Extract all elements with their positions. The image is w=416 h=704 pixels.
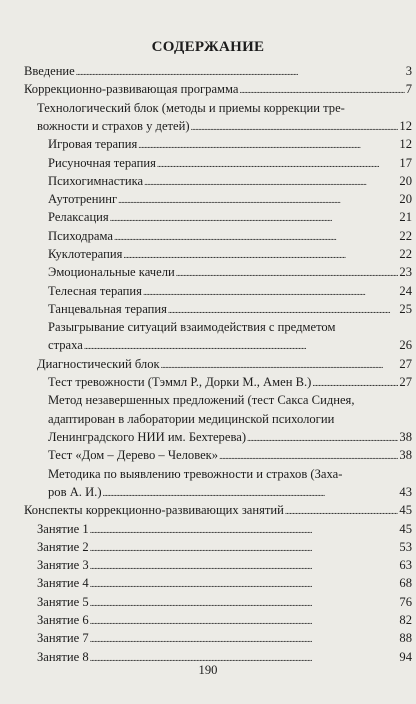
toc-entry-page: 68 <box>399 576 412 591</box>
toc-entry-page: 7 <box>405 82 412 97</box>
dot-leader <box>240 80 405 99</box>
toc-entry <box>48 227 412 246</box>
toc-entry-row <box>48 373 412 392</box>
dot-leader <box>143 282 398 301</box>
toc-entry-label: Телесная терапия <box>48 283 142 298</box>
toc-entry <box>37 538 412 557</box>
toc-entry-page: 27 <box>399 375 412 390</box>
toc-entry <box>48 446 412 465</box>
toc-entry <box>37 593 412 612</box>
dot-leader <box>312 373 398 392</box>
toc-entry <box>37 520 412 539</box>
toc-entry-row <box>37 629 412 648</box>
toc-entry-page: 12 <box>399 137 412 152</box>
toc-entry-row <box>37 538 412 557</box>
toc-entry-label: Тест «Дом – Дерево – Человек» <box>48 448 219 463</box>
toc-entry <box>24 501 412 520</box>
toc-entry-row <box>24 62 412 81</box>
toc-entry <box>24 62 412 81</box>
toc-entry-page: 25 <box>399 301 412 316</box>
toc-entry-label: Психогимнастика <box>48 173 144 188</box>
toc-entry <box>37 611 412 630</box>
dot-leader <box>84 336 399 355</box>
toc-entry-label: Куклотерапия <box>48 247 123 261</box>
toc-entry <box>48 373 412 392</box>
toc-entry-page: 94 <box>399 649 412 664</box>
dot-leader <box>110 208 399 227</box>
toc-entry-page: 3 <box>405 64 412 78</box>
toc-entry-page: 24 <box>399 283 412 298</box>
toc-entry-text-line: адаптирован в лаборатории медицинской психологии <box>48 411 335 426</box>
toc-entry-label: Занятие 2 <box>37 539 89 554</box>
toc-entry <box>48 263 412 282</box>
dot-leader <box>90 629 399 648</box>
toc-entry-page: 43 <box>399 484 412 499</box>
toc-entry <box>37 574 412 593</box>
toc-entry-page: 12 <box>399 118 412 133</box>
toc-entry-page: 38 <box>399 448 412 463</box>
toc-entry-label: ров А. И.) <box>48 484 102 499</box>
dot-leader <box>90 520 399 539</box>
toc-entry-row <box>48 446 412 465</box>
toc-entry-row <box>48 336 412 355</box>
dot-leader <box>90 611 399 630</box>
toc-entry-label: Диагностический блок <box>37 356 160 371</box>
toc-entry-label: страха <box>48 338 83 353</box>
toc-entry-label: Занятие 6 <box>37 613 89 627</box>
toc-entry-row <box>48 172 412 191</box>
toc-entry-page: 17 <box>399 155 412 170</box>
dot-leader <box>114 227 398 246</box>
dot-leader <box>90 593 399 612</box>
page-title: СОДЕРЖАНИЕ <box>151 39 265 55</box>
toc-entry <box>48 208 412 227</box>
dot-leader <box>138 135 398 154</box>
toc-entry-row <box>48 263 412 282</box>
toc-entry-text-line: Методика по выявлению тревожности и страхов (Заха- <box>48 466 343 481</box>
toc-entry-label: Занятие 5 <box>37 594 89 609</box>
toc-entry-page: 82 <box>399 613 412 627</box>
toc-entry-row <box>48 190 412 209</box>
toc-entry <box>24 80 412 99</box>
toc-entry <box>48 465 412 503</box>
toc-entry-text-line: Технологический блок (методы и приемы коррекции тре- <box>37 100 345 115</box>
toc-entry <box>48 391 412 447</box>
toc-entry-label: Танцевальная терапия <box>48 301 167 316</box>
toc-entry-row <box>48 245 412 264</box>
toc-entry <box>48 300 412 319</box>
dot-leader <box>144 172 398 191</box>
toc-entry-text-line: Разыгрывание ситуаций взаимодействия с предметом <box>48 320 336 335</box>
toc-entry-page: 63 <box>399 558 412 573</box>
toc-entry-page: 22 <box>399 228 412 243</box>
toc-entry-page: 21 <box>399 210 412 225</box>
dot-leader <box>157 154 399 173</box>
dot-leader <box>247 428 398 447</box>
toc-entry-label: Занятие 3 <box>37 558 89 573</box>
toc-entry-page: 22 <box>399 247 412 261</box>
toc-entry-label: Психодрама <box>48 228 113 243</box>
toc-entry-row <box>37 117 412 136</box>
toc-entry <box>37 556 412 575</box>
toc-entry-label: Рисуночная терапия <box>48 155 156 170</box>
dot-leader <box>285 501 399 520</box>
toc-entry <box>48 282 412 301</box>
toc-entry-label: Эмоциональные качели <box>48 265 175 280</box>
toc-entry <box>37 629 412 648</box>
toc-entry-page: 20 <box>399 192 412 207</box>
toc-entry-page: 27 <box>399 356 412 371</box>
toc-entry-row <box>48 300 412 319</box>
dot-leader <box>76 62 405 81</box>
dot-leader <box>90 538 399 557</box>
dot-leader <box>176 263 399 282</box>
toc-entry-label: вожности и страхов у детей) <box>37 118 190 133</box>
toc-entry-row <box>48 227 412 246</box>
toc-entry-row <box>48 208 412 227</box>
toc-entry-page: 23 <box>399 265 412 280</box>
toc-entry-label: Релаксация <box>48 210 109 225</box>
toc-entry-text-line: Метод незавершенных предложений (тест Сакса Сиднея, <box>48 393 355 408</box>
dot-leader <box>191 117 399 136</box>
dot-leader <box>161 355 399 374</box>
toc-entry-label: Тест тревожности (Тэммл Р., Дорки М., Амен В.) <box>48 375 312 390</box>
dot-leader <box>219 446 398 465</box>
toc-entry <box>48 135 412 154</box>
toc-entry-label: Ленинградского НИИ им. Бехтерева) <box>48 429 247 444</box>
toc-entry-row <box>48 154 412 173</box>
toc-entry-row <box>48 483 412 502</box>
toc-entry-page: 45 <box>399 521 412 536</box>
toc-entry-row <box>48 135 412 154</box>
toc-entry <box>48 318 412 356</box>
toc-entry-row <box>37 574 412 593</box>
toc-entry-label: Введение <box>24 64 75 78</box>
toc-entry-row <box>37 520 412 539</box>
toc-entry <box>37 355 412 374</box>
toc-entry-label: Занятие 7 <box>37 631 89 646</box>
dot-leader <box>103 483 399 502</box>
toc-entry-row <box>48 282 412 301</box>
toc-entry-page: 38 <box>399 429 412 444</box>
toc-entry-row <box>37 593 412 612</box>
toc-entry-page: 20 <box>399 173 412 188</box>
toc-entry <box>48 154 412 173</box>
toc-entry-row <box>24 501 412 520</box>
page-number: 190 <box>198 663 218 677</box>
toc-entry-label: Конспекты коррекционно-развивающих занятий <box>24 503 284 518</box>
toc-entry-label: Занятие 1 <box>37 521 89 536</box>
toc-entry <box>37 99 412 137</box>
toc-entry-row <box>37 556 412 575</box>
toc-entry-label: Аутотренинг <box>48 192 118 207</box>
toc-entry-page: 53 <box>399 539 412 554</box>
toc-entry-page: 76 <box>399 594 412 609</box>
toc-entry-label: Занятие 4 <box>37 576 89 591</box>
toc-entry-row <box>37 355 412 374</box>
toc-entry <box>48 172 412 191</box>
toc-entry-page: 45 <box>399 503 412 518</box>
toc-entry-page: 26 <box>399 338 412 353</box>
dot-leader <box>118 190 398 209</box>
toc-entry <box>48 190 412 209</box>
toc-entry-label: Игровая терапия <box>48 137 138 152</box>
toc-entry <box>48 245 412 264</box>
dot-leader <box>90 556 399 575</box>
dot-leader <box>90 574 399 593</box>
toc-entry-page: 88 <box>399 631 412 646</box>
dot-leader <box>123 245 398 264</box>
dot-leader <box>168 300 399 319</box>
toc-entry-row <box>37 611 412 630</box>
toc-entry-row <box>24 80 412 99</box>
toc-entry-row <box>48 428 412 447</box>
toc-entry-label: Занятие 8 <box>37 649 89 664</box>
toc-entry-label: Коррекционно-развивающая программа <box>24 82 239 97</box>
